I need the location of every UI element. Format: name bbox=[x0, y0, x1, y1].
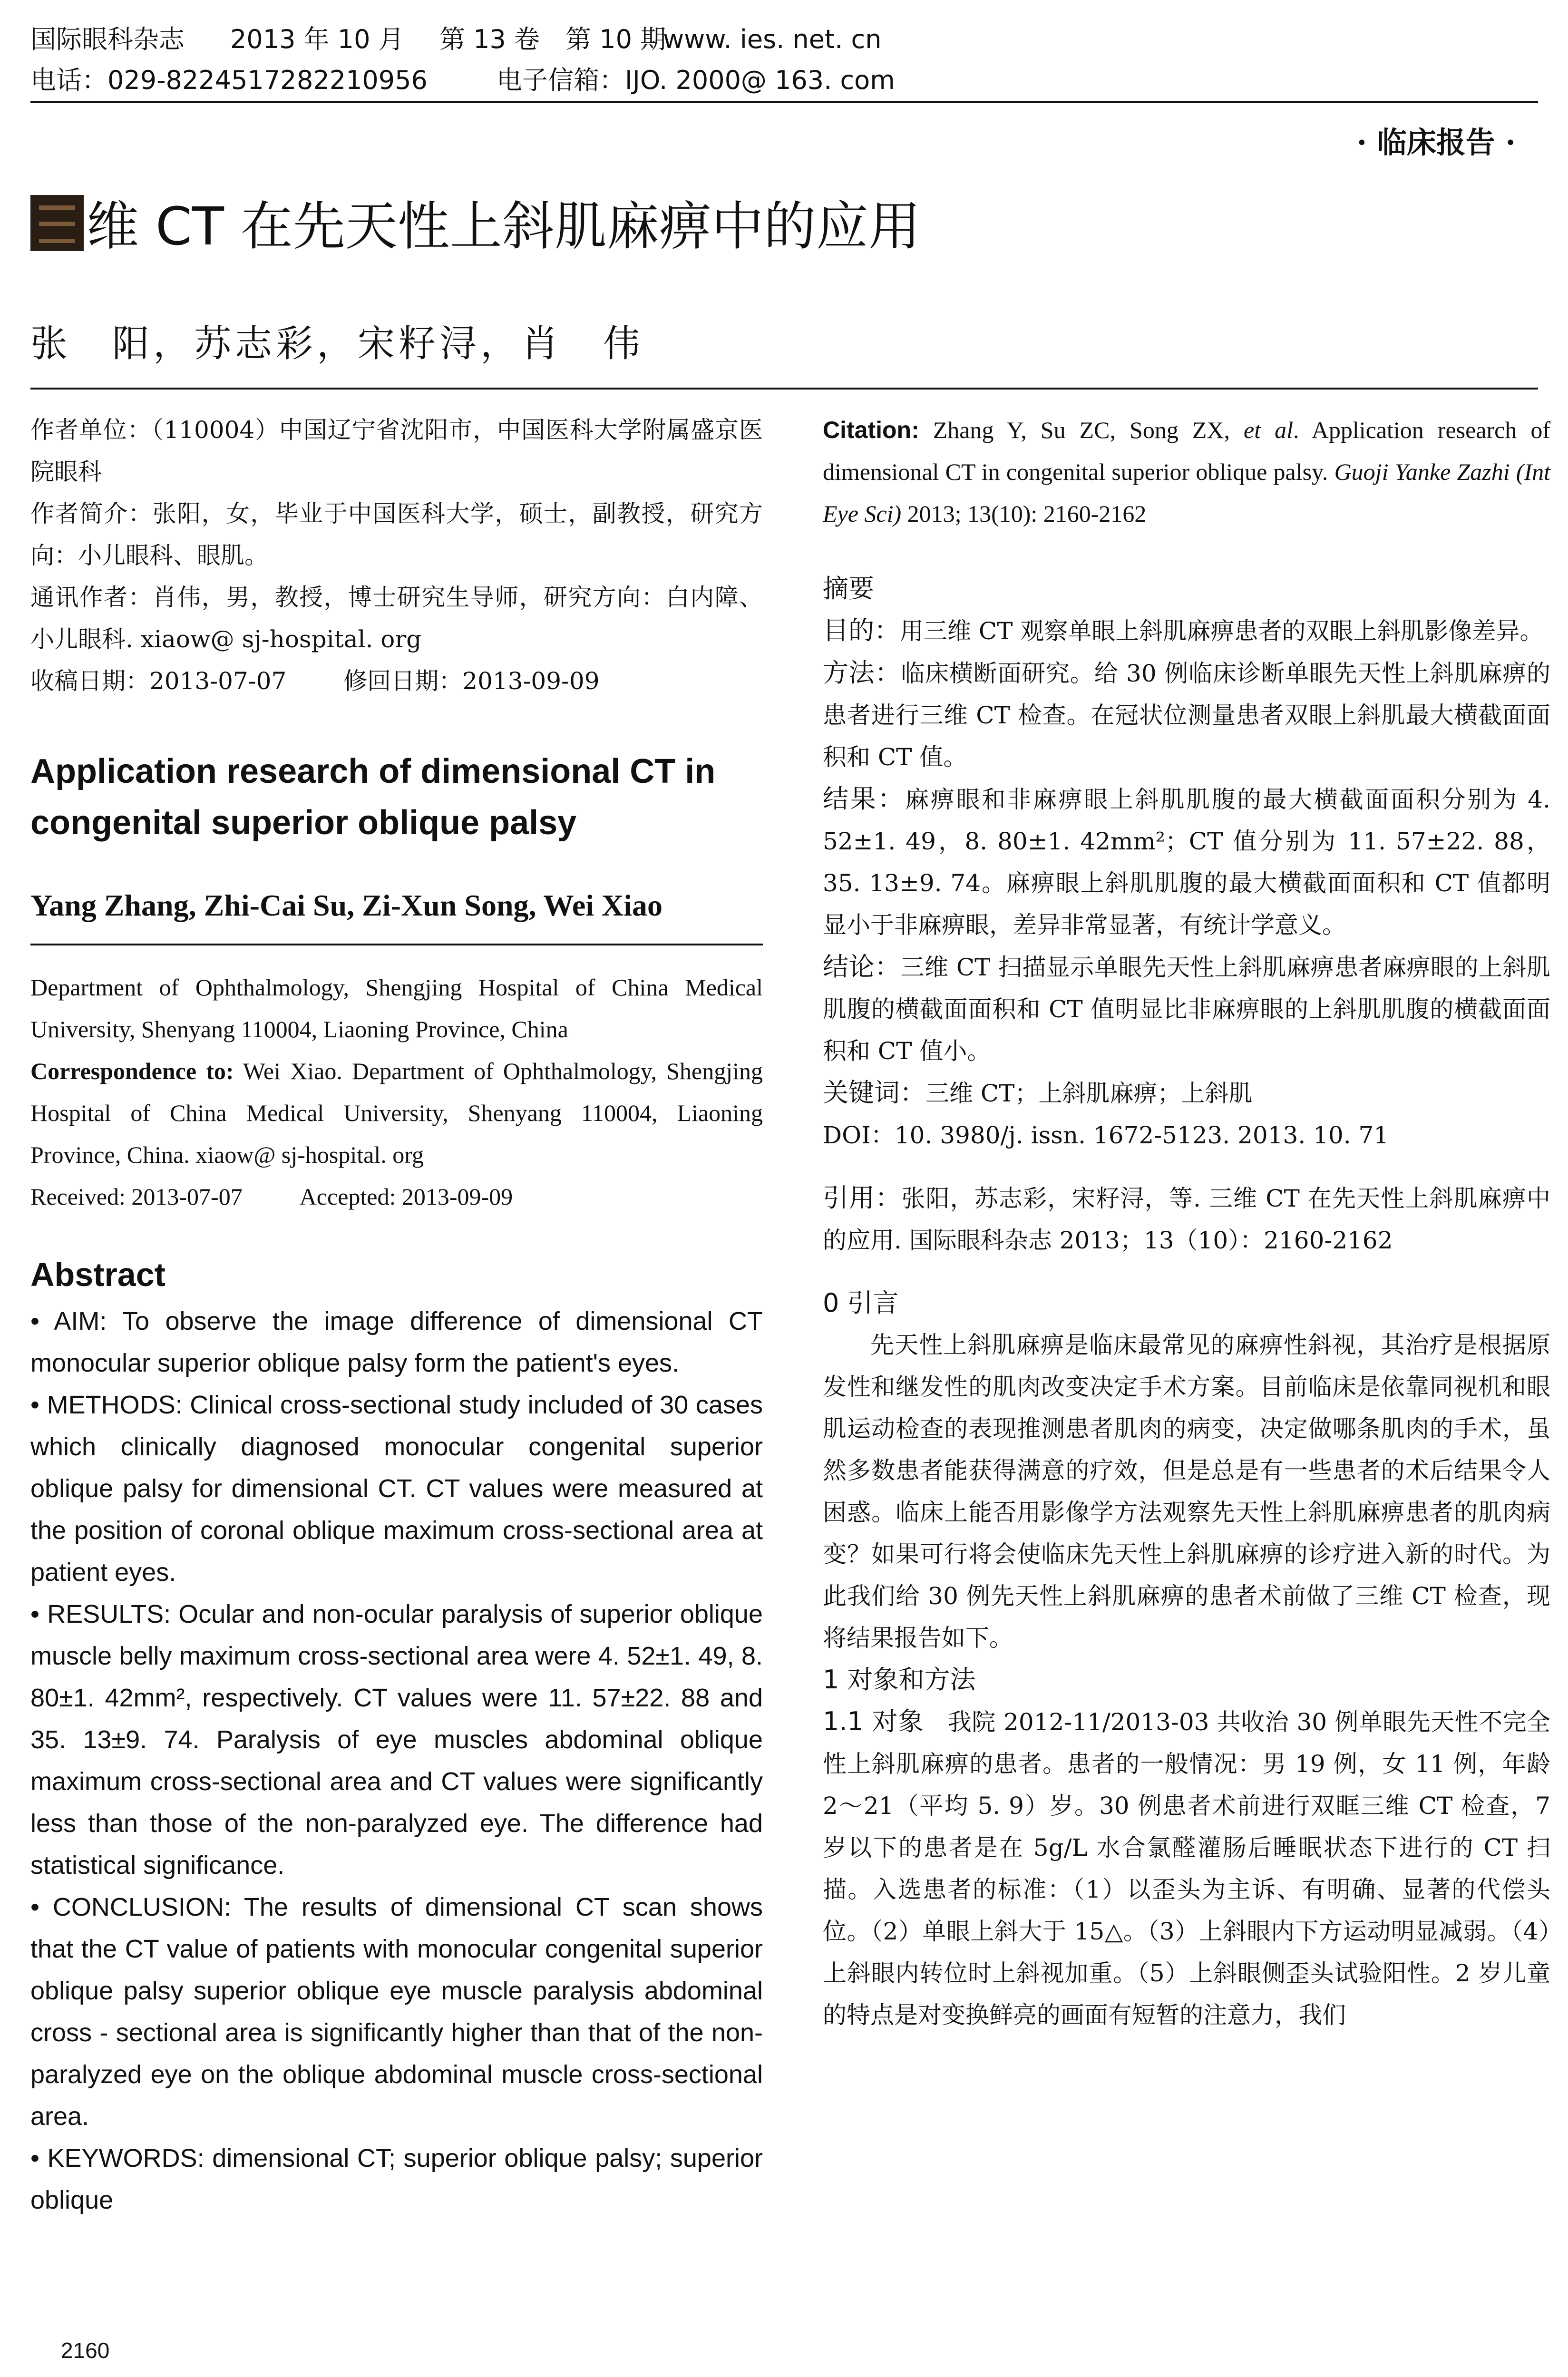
section-label: · 临床报告 · bbox=[1356, 125, 1516, 160]
header-email: 电子信箱：IJO. 2000@ 163. com bbox=[497, 65, 895, 95]
citation-authors: Zhang Y, Su ZC, Song ZX, bbox=[919, 417, 1244, 443]
received-date-en: Received: 2013-07-07 bbox=[30, 1183, 243, 1210]
header-phone2: 82210956 bbox=[297, 65, 428, 95]
conclusion-text: 三维 CT 扫描显示单眼先天性上斜肌麻痹患者麻痹眼的上斜肌肌腹的横截面面积和 CT 值明显比非麻痹眼的上斜肌肌腹的横截面面积和 CT 值小。 bbox=[823, 954, 1550, 1065]
authors-en: Yang Zhang, Zhi-Cai Su, Zi-Xun Song, Wei Xiao bbox=[30, 888, 663, 922]
affiliation-cn: 作者单位：（110004）中国辽宁省沈阳市，中国医科大学附属盛京医院眼科 bbox=[30, 416, 763, 486]
page-number: 2160 bbox=[61, 2338, 110, 2363]
abstract-methods-cn bbox=[823, 652, 1550, 778]
objective-label: 目的： bbox=[823, 615, 900, 645]
correspondence-en bbox=[30, 1050, 763, 1176]
methods-heading: 1 对象和方法 bbox=[823, 1665, 976, 1695]
abstract-methods: • METHODS: Clinical cross-sectional study included of 30 cases which clinically diagnosed monocular congenital superior oblique palsy for dimensional CT. CT values were measured at the position of coronal oblique maximum cross-sectional area at patient eyes. bbox=[30, 1391, 763, 1587]
header-website: www. ies. net. cn bbox=[663, 24, 882, 54]
correspondence-cn: 通讯作者：肖伟，男，教授，博士研究生导师，研究方向：白内障、小儿眼科. xiaow@ sj-hospital. org bbox=[30, 584, 763, 653]
running-header bbox=[30, 19, 1538, 101]
abstract-keywords: • KEYWORDS: dimensional CT; superior oblique palsy; superior oblique bbox=[30, 2144, 763, 2214]
citation-title: . Application research of dimensional CT in congenital superior oblique palsy. bbox=[823, 417, 1550, 485]
intro-heading: 0 引言 bbox=[823, 1288, 899, 1318]
subjects-paragraph bbox=[823, 1701, 1550, 2036]
results-text: 麻痹眼和非麻痹眼上斜肌肌腹的最大横截面面积分别为 4. 52±1. 49，8. 80±1. 42mm²；CT 值分别为 11. 57±22. 88，35. 13±9. 74。麻痹眼上斜肌肌腹的最大横截面面积和 CT 值都明显小于非麻痹眼，差异非常显著，有统计学意义。 bbox=[823, 786, 1550, 939]
subjects-label: 1.1 对象 bbox=[823, 1706, 924, 1736]
conclusion-label: 结论： bbox=[823, 952, 901, 982]
correspondence-text: Wei Xiao. Department of Ophthalmology, Shengjing Hospital of China Medical University, Shenyang 110004, Liaoning Province, China. xiaow@ sj-hospital. org bbox=[30, 1058, 763, 1168]
citation-cn-text: 张阳，苏志彩，宋籽浔，等. 三维 CT 在先天性上斜肌麻痹中的应用. 国际眼科杂志 2013；13（10）：2160-2162 bbox=[823, 1185, 1551, 1254]
authors-divider bbox=[30, 944, 763, 945]
abstract-conclusion: • CONCLUSION: The results of dimensional CT scan shows that the CT value of patients with monocular congenital superior oblique palsy superior oblique eye muscle paralysis abdominal cross - sectional area is significantly higher than that of the non-paralyzed eye on the oblique abdominal muscle cross-sectional area. bbox=[30, 1893, 763, 2131]
title-text: 维 CT 在先天性上斜肌麻痹中的应用 bbox=[87, 196, 921, 257]
header-journal: 国际眼科杂志 bbox=[30, 24, 185, 54]
correspondence-label: Correspondence to: bbox=[30, 1058, 234, 1084]
citation-journal: Guoji Yanke Zazhi (Int Eye Sci) bbox=[823, 458, 1551, 527]
keywords-cn bbox=[823, 1072, 1550, 1114]
header-phone: 电话：029-82245172 bbox=[30, 65, 297, 95]
abstract-heading-en: Abstract bbox=[30, 1256, 166, 1293]
title-glyph-block bbox=[30, 195, 84, 251]
citation-label: Citation: bbox=[823, 417, 919, 443]
doi: DOI：10. 3980/j. issn. 1672-5123. 2013. 10. 71 bbox=[823, 1121, 1389, 1149]
right-column bbox=[823, 409, 1550, 2036]
left-column bbox=[30, 409, 763, 2221]
citation-etal: et al bbox=[1244, 417, 1293, 443]
abstract-heading-cn: 摘要 bbox=[823, 574, 874, 604]
header-volume: 第 13 卷 第 10 期 bbox=[439, 24, 666, 54]
results-label: 结果： bbox=[823, 784, 906, 814]
citation-en bbox=[823, 409, 1550, 535]
accepted-date-en: Accepted: 2013-09-09 bbox=[299, 1183, 513, 1210]
objective-text: 用三维 CT 观察单眼上斜肌麻痹患者的双眼上斜肌影像差异。 bbox=[900, 617, 1544, 645]
methods-label: 方法： bbox=[823, 658, 901, 688]
citation-cn bbox=[823, 1177, 1550, 1261]
article-title-cn bbox=[30, 195, 921, 257]
abstract-objective-cn bbox=[823, 610, 1550, 652]
subjects-text: 我院 2012-11/2013-03 共收治 30 例单眼先天性不完全性上斜肌麻痹的患者。患者的一般情况：男 19 例，女 11 例，年龄 2～21（平均 5. 9）岁。30 例患者术前进行双眶三维 CT 检查，7 岁以下的患者是在 5g/L 水合氯醛灌肠后睡眠状态下进行的 CT 扫描。入选患者的标准：（1）以歪头为主诉、有明确、显著的代偿头位。（2）单眼上斜大于 15△。（3）上斜眼内下方运动明显减弱。（4）上斜眼内转位时上斜视加重。（5）上斜眼侧歪头试验阳性。2 岁儿童的特点是对变换鲜亮的画面有短暂的注意力，我们 bbox=[823, 1708, 1550, 2029]
abstract-conclusion-cn bbox=[823, 946, 1550, 1072]
citation-volume: 2013; 13(10): 2160-2162 bbox=[901, 500, 1147, 527]
methods-text: 临床横断面研究。给 30 例临床诊断单眼先天性上斜肌麻痹的患者进行三维 CT 检查。在冠状位测量患者双眼上斜肌最大横截面面积和 CT 值。 bbox=[823, 660, 1550, 771]
citation-cn-label: 引用： bbox=[823, 1183, 902, 1213]
title-divider bbox=[30, 388, 1538, 390]
received-date-cn: 收稿日期：2013-07-07 bbox=[30, 667, 287, 695]
keywords-text: 三维 CT；上斜肌麻痹；上斜肌 bbox=[925, 1080, 1253, 1107]
department-en: Department of Ophthalmology, Shengjing Hospital of China Medical University, Shenyang 110004, Liaoning Province, China bbox=[30, 974, 763, 1042]
author-bio-cn: 作者简介：张阳，女，毕业于中国医科大学，硕士，副教授，研究方向：小儿眼科、眼肌。 bbox=[30, 500, 763, 569]
abstract-results: • RESULTS: Ocular and non-ocular paralysis of superior oblique muscle belly maximum cross-sectional area were 4. 52±1. 49, 8. 80±1. 42mm², respectively. CT values were 11. 57±22. 88 and 35. 13±9. 74. Paralysis of eye muscles abdominal oblique maximum cross-sectional area and CT values were significantly less than those of the non-paralyzed eye. The difference had statistical significance. bbox=[30, 1600, 763, 1880]
authors-cn: 张 阳，苏志彩，宋籽浔，肖 伟 bbox=[30, 322, 644, 365]
intro-paragraph: 先天性上斜肌麻痹是临床最常见的麻痹性斜视，其治疗是根据原发性和继发性的肌肉改变决定手术方案。目前临床是依靠同视机和眼肌运动检查的表现推测患者肌肉的病变，决定做哪条肌肉的手术，虽然多数患者能获得满意的疗效，但是总是有一些患者的术后结果令人困惑。临床上能否用影像学方法观察先天性上斜肌麻痹患者的肌肉病变？如果可行将会使临床先天性上斜肌麻痹的诊疗进入新的时代。为此我们给 30 例先天性上斜肌麻痹的患者术前做了三维 CT 检查，现将结果报告如下。 bbox=[823, 1331, 1550, 1652]
keywords-label: 关键词： bbox=[823, 1078, 925, 1108]
revised-date-cn: 修回日期：2013-09-09 bbox=[343, 667, 600, 695]
abstract-aim: • AIM: To observe the image difference of dimensional CT monocular superior oblique palsy form the patient's eyes. bbox=[30, 1307, 763, 1377]
dates-en bbox=[30, 1176, 763, 1218]
header-date: 2013 年 10 月 bbox=[230, 24, 404, 54]
article-title-en: Application research of dimensional CT in congenital superior oblique palsy bbox=[30, 752, 716, 842]
header-divider bbox=[30, 101, 1538, 103]
dates-cn bbox=[30, 660, 763, 702]
abstract-results-cn bbox=[823, 778, 1550, 946]
